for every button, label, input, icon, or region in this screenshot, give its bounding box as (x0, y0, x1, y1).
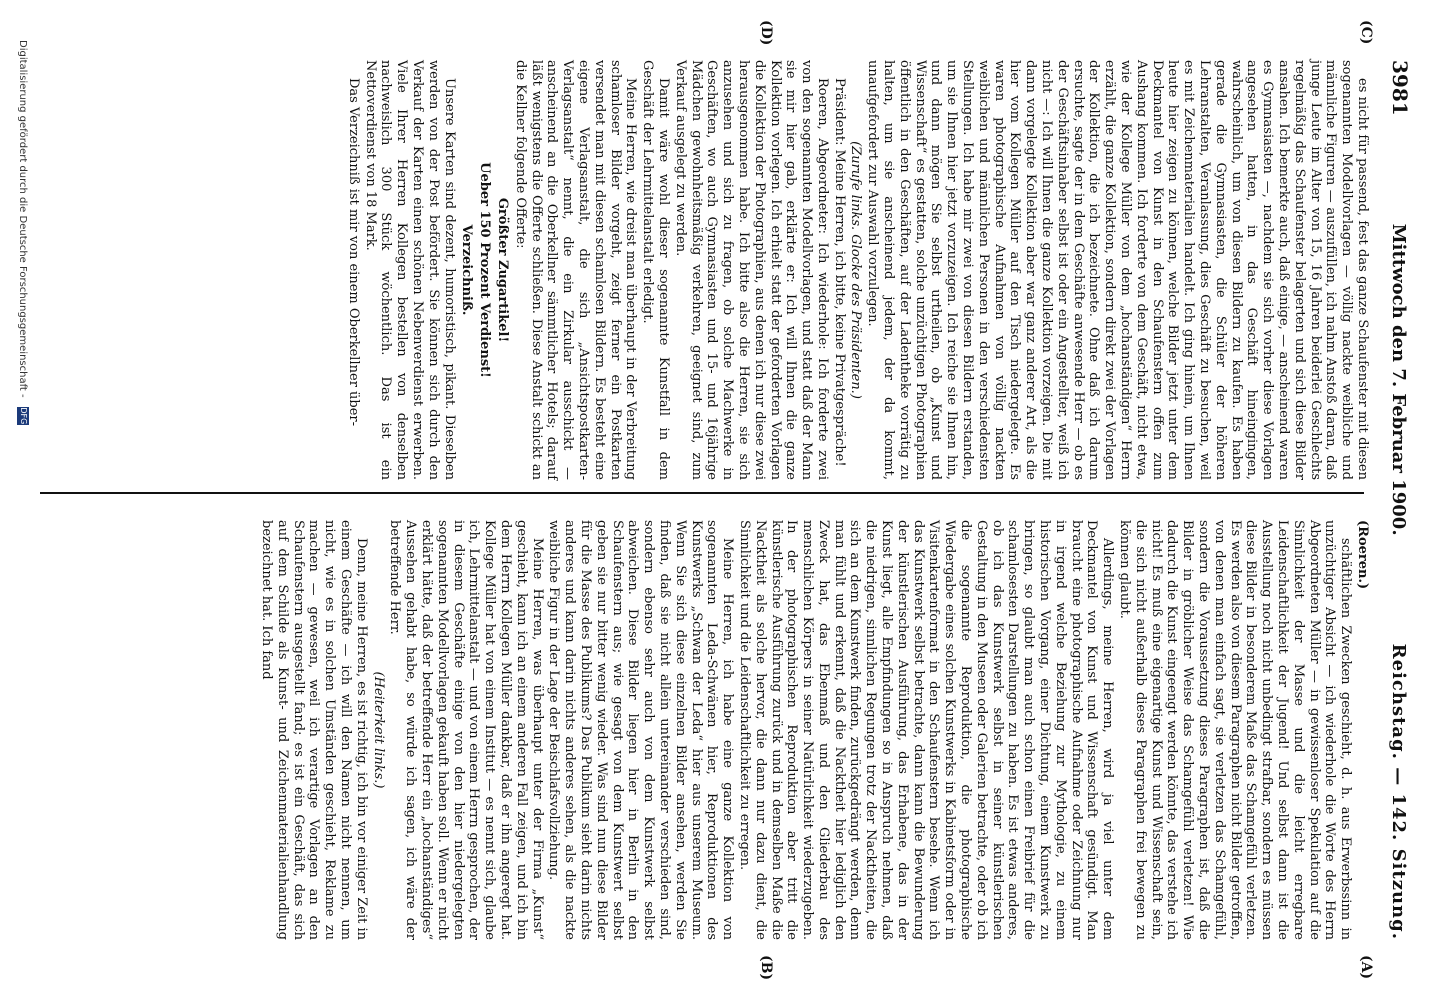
paragraph: Damit wäre wohl dieser sogenannte Kunstfall in dem Geschäft der Lehrmittelanstalt erledigt. (640, 60, 671, 480)
page-number: 3981 (1388, 60, 1412, 116)
column-divider (40, 492, 1364, 494)
paragraph: Meine Herren, ich habe eine ganze Kollektion von sogenannten Leda-Schwänen hier, Reproduktionen des Kunstwerks „Schwan der Leda“ hier aus unserem Museum. Wenn Sie sich diese einzelnen Bilder ansehen, werden Sie finden, daß sie nicht allein untereinander verschieden sind, sondern ebenso sehr auch von dem Kunstwerk selbst abweichen. Diese Bilder liegen hier in Berlin in den Schaufenstern aus; wie gesagt von dem Kunstwert selbst geben sie nur bitter wenig wieder. Was sind nun diese Bilder für die Masse des Publikums? Das Publikum sieht darin nichts anderes und kann darin nichts anderes sehen, als die nackte weibliche Figur in der Lage der Beischlafsvollziehung. (546, 520, 736, 940)
margin-marker-b: (B) (758, 955, 774, 981)
offer-headline: Ueber 150 Prozent Verdienst! (477, 162, 493, 378)
speaker-label: (Roeren.) (1355, 520, 1370, 590)
margin-marker-c: (C) (1358, 20, 1374, 45)
paragraph: Unsere Karten sind dezent, humoristisch, pikant. Dieselben werden von der Post befördert. Sie können sich durch den Verkauf der Karten einen schönen Nebenverdienst erwerben. Viele Ihrer Herren Kollegen bestellen von denselben nachweislich 300 Stück wöchentlich. Das ist ein Nettoverdienst von 18 Mark. (362, 60, 457, 480)
paragraph: es nicht für passend, fest das ganze Schaufenster mit diesen sogenannten Modellvorlagen — völlig nackte weibliche und männliche Figuren — auszufüllen, ich nahm Anstoß daran, daß junge Leute im Alter von 15, 16 Jahren beiderlei Geschlechts regelmäßig das Schaufenster belagerten und sich diese Bilder ansahen. Ich bemerkte auch, daß einige, — anscheinend waren es Gymnasiasten —, nachdem sie sich vorher diese Vorlagen angesehen hatten, in das Geschäft hineingingen, wahrscheinlich, um von diesen Bildern zu kaufen. Es haben gerade die Gymnasiasten, die Schüler der höheren Lehranstalten, Veranlassung, dies Geschäft zu besuchen, weil es mit Zeichenmaterialien handelt. Ich ging hinein, um Ihnen heute hier zeigen zu können, welche Bilder jetzt unter dem Deckmantel von Kunst in den Schaufenstern offen zum Aushang kommen. Ich forderte von dem Geschäft, nicht etwa, wie der Kollege Müller von dem „hochanständigen“ Herrn erzählt, die ganze Kollektion, sondern direkt zwei der Vorlagen der Kollektion, die ich bezeichnete. Ohne daß ich darum ersuchte, sagte der in dem Geschäfte anwesende Herr — ob es der Geschäftsinhaber selbst ist oder ein Angestellter, weiß ich nicht —: Ich will Ihnen die ganze Kollektion vorzeigen. Die mit dann vorgelegte Kollektion aber war ganz anderer Art, als die hier vom Kollegen Müller auf den Tisch niedergelegte. Es waren photographische Aufnahmen von völlig nackten weiblichen und männlichen Personen in den verschiedensten Stellungen. Ich habe mir zwei von diesen Bildern erstanden, um sie Ihnen hier jetzt vorzuzeigen. Ich reiche sie Ihnen hin, und dann mögen Sie selbst urtheilen, ob „Kunst und Wissenschaft“ es gestatten, solche unzüchtigen Photographien öffentlich in den Geschäften, auf der Ladentheke vorrätig zu halten, um sie anscheinend jedem, der da kommt, unaufgefordert zur Auswahl vorzulegen. (865, 60, 1370, 480)
credit-text: Digitalisierung gefördert durch die Deutsche Forschungsgemeinschaft - (17, 40, 28, 398)
interjection: (Zurufe links. Glocke des Präsidenten.) (848, 141, 864, 399)
paragraph: Meine Herren, was überhaupt unter der Firma „Kunst“ geschieht, kann ich an einem anderen Fall zeigen, und ich bin dem Herrn Kollegen Müller dankbar, daß er ihn angeregt hat. Kollege Müller hat von einem Institut — es nennt sich, glaube ich, Lehrmittelanstalt — und von einem Herrn gesprochen, der in diesem Geschäfte einige von den hier niedergelegten sogenannten Modellvorlagen gekauft haben soll. Wenn er nicht erklärt hätte, daß der betreffende Herr ein „hochanständiges“ Aussehen gehabt habe, so würde ich sagen, ich wäre der betreffende Herr. (387, 520, 545, 940)
offer-headline: Verzeichniß. (459, 224, 475, 316)
page-header (1382, 60, 1412, 940)
margin-marker-a: (A) (1358, 955, 1374, 980)
text-column-right (344, 60, 1370, 480)
paragraph: Denn, meine Herren, es ist richtig, ich bin vor einiger Zeit in einem Geschäfte — ich will den Namen nicht nennen, um nicht, wie es in solchen Umständen geschieht, Reklame zu machen — gewesen, weil ich verartige Vorlagen an den Schaufenstern ausgestellt fand; es ist ein Geschäft, das sich auf dem Schilde als Kunst- und Zeichenmaterialienhandlung bezeichnet hat. Ich fand (259, 520, 369, 940)
paragraph: Allerdings, meine Herren, wird ja viel unter dem Deckmantel von Kunst und Wissenschaft gesündigt. Man braucht eine photographische Aufnahme oder Zeichnung nur in irgend welche Beziehung zur Mythologie, zu einem historischen Vorgang, einer Dichtung, einem Kunstwerk zu bringen, so glaubt man auch schon einen Freibrief für die schamlosesten Darstellungen zu haben. Es ist etwas anderes, ob ich das Kunstwerk selbst in seiner künstlerischen Gestaltung in den Museen oder Galerien betrachte, oder ob ich die sogenannte Reproduktion, die photographische Wiedergabe eines solchen Kunstwerks in Kabinetsform oder in Visitenkartenformat in den Schaufenstern besehe. Wenn ich das Kunstwerk selbst betrachte, dann kann die Bewunderung der künstlerischen Ausführung, das Erhabene, das in der Kunst liegt, alle Empfindungen so in Anspruch nehmen, daß die niedrigen, sinnlichen Regungen trotz der Nacktheiten, die sich an dem Kunstwerk finden, zurückgedrängt werden, denn man fühlt und erkennt, daß die Nacktheit hier lediglich den Zweck hat, das Ebenmaß und den Gliederbau des menschlichen Körpers in seiner Natürlichkeit wiederzugeben. In der photographischen Reproduktion aber tritt die künstlerische Ausführung zurück und in demselben Maße die Nacktheit als solche hervor, die dann nur dazu dient, die Sinnlichkeit und die Leidenschaftlichkeit zu erregen. (736, 520, 1116, 940)
paragraph: schäftlichen Zwecken geschieht, d. h. aus Erwerbssinn in unzüchtiger Absicht — ich wiederhole die Worte des Herrn Abgeordneten Müller — in gewissenloser Spekulation auf die Sinnlichkeit der Masse und die leicht erregbare Leidenschaftlichkeit der Jugend! Und selbst dann ist die Ausstellung noch nicht unbedingt strafbar, sondern es müssen diese Bilder in besonderem Maße das Schamgefühl verletzen. Es werden also von diesem Paragraphen nicht Bilder getroffen, von denen man einfach sagt, sie verletzen das Schamgefühl, sondern die Voraussetzung dieses Paragraphen ist, daß die Bilder in gröblicher Weise das Schamgefühl verletzen! Wie dadurch die Kunst eingeengt werden könnte, das verstehe ich nicht! Es muß eine eigenartige Kunst und Wissenschaft sein, die sich nicht außerhalb dieses Paragraphen frei bewegen zu können glaubt. (1117, 520, 1354, 940)
paragraph: Meine Herren, wie dreist man überhaupt in der Verbreitung schamloser Bilder vorgeht, zeigt ferner ein Postkarten versendet man mit diesen schamlosen Bildern. Es besteht eine eigene Verlagsanstalt, die sich „Ansichtspostkarten-Verlagsanstalt“ nennt, die ein Zirkular ausschickt — anscheinend an die Oberkellner sämmtlicher Hotels; darauf läßt wenigstens die Offerte schließen. Diese Anstalt schickt an die Kellner folgende Offerte: (512, 60, 639, 480)
dfg-logo-icon: DFG (19, 407, 28, 425)
page-title: Reichstag. — 142. Sitzung. (1388, 643, 1409, 940)
digitization-credit (17, 40, 29, 940)
paragraph: Das Verzeichniß ist mir von einem Oberkellner über- (345, 78, 361, 427)
offer-headline: Größter Zugartikel! (494, 197, 510, 343)
interjection: (Heiterkeit links.) (370, 671, 386, 789)
text-column-left (257, 520, 1370, 940)
president-remark: Präsident: Meine Herren, ich bitte, keine Privatgespräche! (831, 78, 847, 467)
margin-marker-d: (D) (758, 20, 774, 46)
paragraph: Roeren, Abgeordneter: Ich wiederhole: Ich forderte zwei von den sogenannten Modellvorlagen, und statt daß der Mann sie mir hier gab, erklärte er: Ich will Ihnen die ganze Kollektion vorlegen. Ich erhielt statt der geforderten Vorlagen die Kollektion der Photographien, aus denen ich nur diese zwei herausgenommen habe. Ich bitte also die Herren, sie sich anzusehen und sich zu fragen, ob solche Machwerke in Geschäften, wo auch Gymnasiasten und 15- und 16jährige Mädchen gewohnheitsmäßig verkehren, geeignet sind, zum Verkauf ausgelegt zu werden. (672, 60, 830, 480)
session-date: Mittwoch den 7. Februar 1900. (1388, 223, 1409, 536)
